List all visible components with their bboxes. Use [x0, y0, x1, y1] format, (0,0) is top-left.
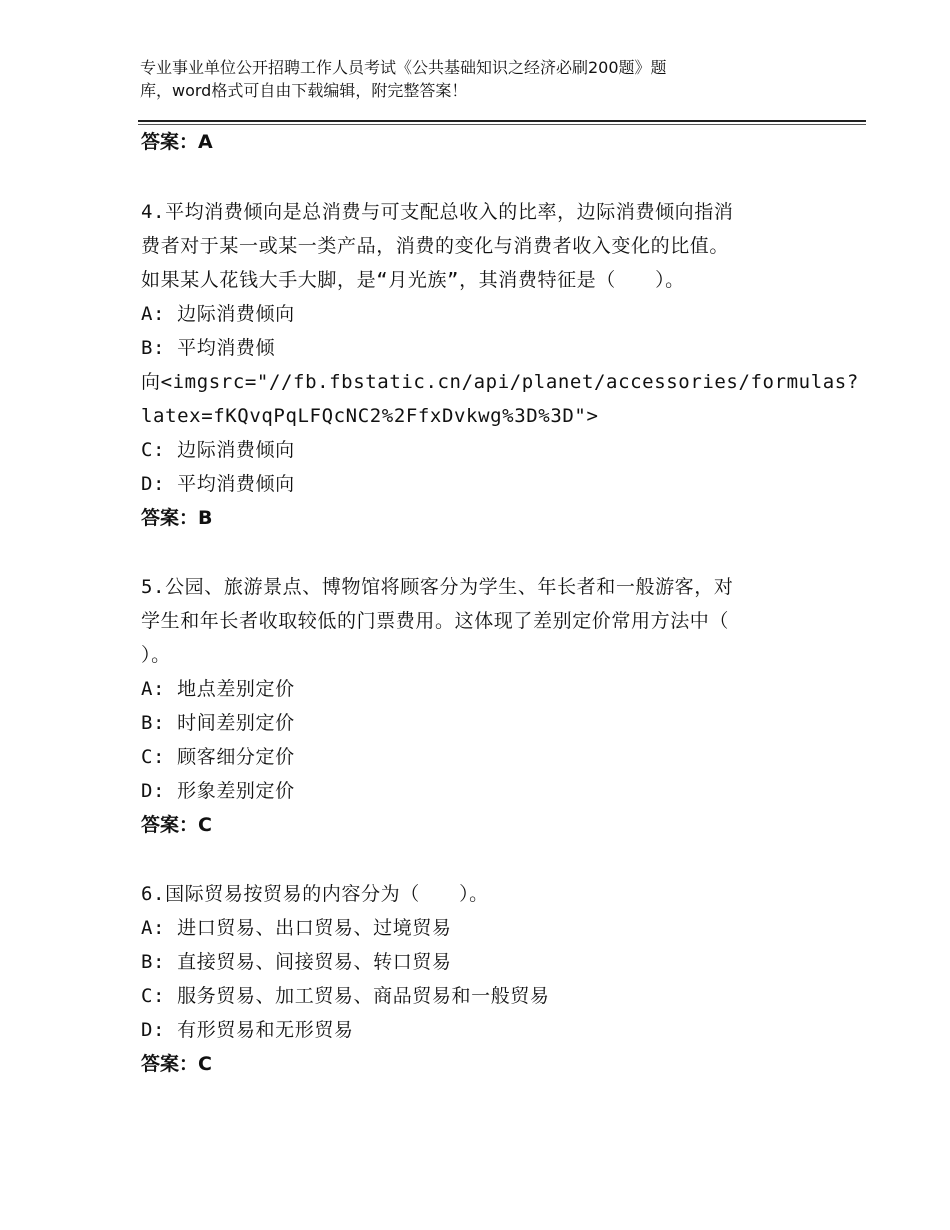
question-4-option-c: C: 边际消费倾向: [141, 439, 295, 461]
question-4-option-a: A: 边际消费倾向: [141, 303, 295, 325]
question-4-option-b-cont-1: 向<imgsrc="//fb.fbstatic.cn/api/planet/accessories/formulas?: [141, 371, 859, 393]
question-4-answer: 答案：B: [141, 507, 213, 529]
question-5-stem-line-1: 5.公园、旅游景点、博物馆将顾客分为学生、年长者和一般游客，对: [141, 576, 734, 598]
header-divider-thin: [138, 124, 866, 125]
question-4-stem-line-3: 如果某人花钱大手大脚，是“月光族”，其消费特征是（ ）。: [141, 269, 685, 291]
question-5-option-b: B: 时间差别定价: [141, 712, 295, 734]
question-6-option-a: A: 进口贸易、出口贸易、过境贸易: [141, 917, 452, 939]
question-6-stem-line-1: 6.国际贸易按贸易的内容分为（ ）。: [141, 883, 489, 905]
document-header: [140, 56, 780, 102]
question-5-option-d: D: 形象差别定价: [141, 780, 295, 802]
question-4-option-d: D: 平均消费倾向: [141, 473, 295, 495]
question-4-option-b-cont-2: latex=fKQvqPqLFQcNC2%2FfxDvkwg%3D%3D">: [141, 405, 599, 427]
question-5-option-c: C: 顾客细分定价: [141, 746, 295, 768]
question-6-answer: 答案：C: [141, 1053, 212, 1075]
question-4-option-b: B: 平均消费倾: [141, 337, 276, 359]
answer-line: 答案：A: [141, 131, 213, 153]
question-4-stem-line-2: 费者对于某一或某一类产品，消费的变化与消费者收入变化的比值。: [141, 235, 730, 257]
question-6-option-c: C: 服务贸易、加工贸易、商品贸易和一般贸易: [141, 985, 550, 1007]
question-4-stem-line-1: 4.平均消费倾向是总消费与可支配总收入的比率，边际消费倾向指消: [141, 201, 734, 223]
question-6-option-b: B: 直接贸易、间接贸易、转口贸易: [141, 951, 452, 973]
question-5-answer: 答案：C: [141, 814, 212, 836]
question-5-stem-line-2: 学生和年长者收取较低的门票费用。这体现了差别定价常用方法中（: [141, 610, 730, 632]
header-divider: [138, 120, 866, 122]
question-5-option-a: A: 地点差别定价: [141, 678, 295, 700]
question-5-stem-line-3: ）。: [141, 644, 171, 666]
header-line-2: 库，word格式可自由下载编辑，附完整答案！: [140, 81, 468, 100]
header-line-1: 专业事业单位公开招聘工作人员考试《公共基础知识之经济必刷200题》题: [140, 58, 667, 77]
question-6-option-d: D: 有形贸易和无形贸易: [141, 1019, 354, 1041]
